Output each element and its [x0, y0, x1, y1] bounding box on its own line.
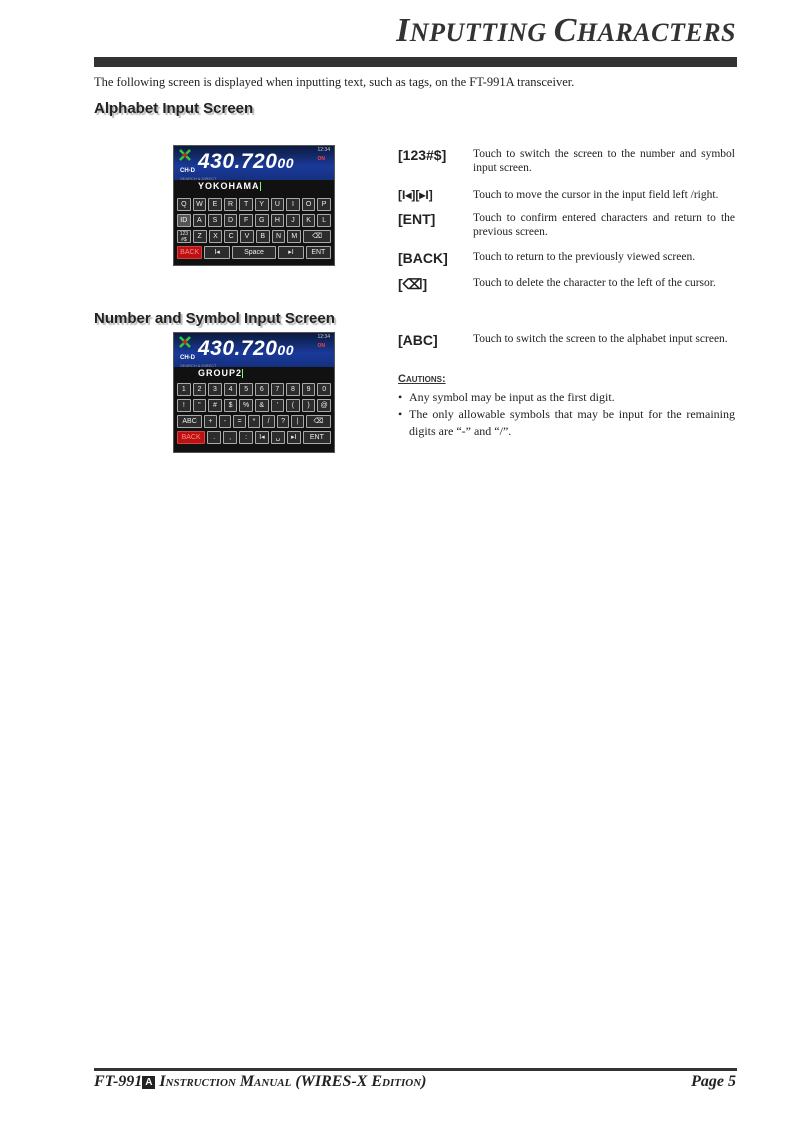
alphabet-input-screen	[173, 145, 335, 266]
key-n[interactable]: N	[272, 230, 286, 243]
key-r[interactable]: R	[224, 198, 238, 211]
key-7[interactable]: 7	[271, 383, 285, 396]
key-4[interactable]: 4	[224, 383, 238, 396]
key-id[interactable]: ID	[177, 214, 191, 227]
key-q[interactable]: Q	[177, 198, 191, 211]
key-pipe[interactable]: |	[291, 415, 304, 428]
key-percent[interactable]: %	[239, 399, 253, 412]
definition-desc: Touch to confirm entered characters and return to the previous screen.	[473, 212, 735, 238]
model-badge: A	[142, 1076, 155, 1089]
footer-manual-title: FT-991 A Instruction Manual (WIRES-X Edition)	[94, 1073, 427, 1090]
definition-desc: Touch to move the cursor in the input field left /right.	[473, 189, 719, 201]
key-c[interactable]: C	[224, 230, 238, 243]
definition-term: [⌫]	[398, 276, 428, 292]
key-o[interactable]: O	[302, 198, 316, 211]
channel-label: CH-D	[180, 168, 195, 174]
cautions-heading: Cautions:	[398, 373, 446, 385]
key-row	[177, 383, 331, 396]
back-key[interactable]: BACK	[177, 246, 202, 259]
key-3[interactable]: 3	[208, 383, 222, 396]
key-row	[177, 415, 331, 428]
back-key[interactable]: BACK	[177, 431, 205, 444]
key-open-paren[interactable]: (	[286, 399, 300, 412]
key-i[interactable]: I	[286, 198, 300, 211]
number-symbol-input-screen	[173, 332, 335, 453]
definition-term: [ENT]	[398, 211, 436, 227]
page-number: Page 5	[691, 1073, 736, 1090]
number-keyboard	[177, 383, 331, 447]
key-colon[interactable]: :	[239, 431, 253, 444]
key-6[interactable]: 6	[255, 383, 269, 396]
key-u[interactable]: U	[271, 198, 285, 211]
key-9[interactable]: 9	[302, 383, 316, 396]
input-field[interactable]: GROUP2	[198, 368, 243, 378]
key-slash[interactable]: /	[262, 415, 275, 428]
on-indicator: ON	[317, 343, 325, 349]
ent-key[interactable]: ENT	[306, 246, 331, 259]
ent-key[interactable]: ENT	[303, 431, 331, 444]
key-2[interactable]: 2	[193, 383, 207, 396]
key-k[interactable]: K	[302, 214, 316, 227]
key-row	[177, 246, 331, 259]
cautions-list	[398, 389, 735, 440]
key-p[interactable]: P	[317, 198, 331, 211]
key-123-symbols[interactable]: 123 #$	[177, 230, 191, 243]
channel-label: CH-D	[180, 355, 195, 361]
definition-desc: Touch to return to the previously viewed screen.	[473, 251, 696, 263]
list-item: • The only allowable symbols that may be input for the remaining digits are “-” and “/”.	[398, 406, 735, 440]
key-v[interactable]: V	[240, 230, 254, 243]
space-key[interactable]: Space	[232, 246, 277, 259]
page-title: INPUTTING CHARACTERS	[396, 12, 736, 49]
cursor-left-key[interactable]: I◂	[204, 246, 229, 259]
text-cursor	[242, 369, 243, 378]
text-cursor	[260, 182, 261, 191]
space-key[interactable]: ␣	[271, 431, 285, 444]
backspace-key[interactable]: ⌫	[306, 415, 331, 428]
key-t[interactable]: T	[239, 198, 253, 211]
key-z[interactable]: Z	[193, 230, 207, 243]
key-f[interactable]: F	[239, 214, 253, 227]
key-exclamation[interactable]: !	[177, 399, 191, 412]
key-5[interactable]: 5	[239, 383, 253, 396]
key-question[interactable]: ?	[277, 415, 290, 428]
key-8[interactable]: 8	[286, 383, 300, 396]
number-symbol-heading: Number and Symbol Input Screen	[94, 310, 335, 327]
key-b[interactable]: B	[256, 230, 270, 243]
key-hash[interactable]: #	[208, 399, 222, 412]
wires-logo-icon	[179, 149, 191, 161]
wires-logo-icon	[179, 336, 191, 348]
input-field[interactable]: YOKOHAMA	[198, 181, 260, 191]
backspace-key[interactable]: ⌫	[303, 230, 331, 243]
key-row	[177, 230, 331, 243]
key-row	[177, 399, 331, 412]
key-close-paren[interactable]: )	[302, 399, 316, 412]
key-g[interactable]: G	[255, 214, 269, 227]
key-quote[interactable]: "	[193, 399, 207, 412]
header-rule	[94, 57, 737, 67]
intro-text: The following screen is displayed when inputting text, such as tags, on the FT-991A transceiver.	[94, 75, 575, 89]
key-y[interactable]: Y	[255, 198, 269, 211]
clock-display: 12:34	[317, 147, 330, 153]
key-x[interactable]: X	[209, 230, 223, 243]
key-e[interactable]: E	[208, 198, 222, 211]
alphabet-keyboard	[177, 198, 331, 262]
cursor-left-key[interactable]: I◂	[255, 431, 269, 444]
key-s[interactable]: S	[208, 214, 222, 227]
key-equals[interactable]: =	[233, 415, 246, 428]
key-j[interactable]: J	[286, 214, 300, 227]
key-row	[177, 214, 331, 227]
key-l[interactable]: L	[317, 214, 331, 227]
cursor-right-key[interactable]: ▸I	[287, 431, 301, 444]
list-item: • Any symbol may be input as the first digit.	[398, 389, 735, 406]
key-apostrophe[interactable]: '	[271, 399, 285, 412]
key-0[interactable]: 0	[317, 383, 331, 396]
key-row	[177, 431, 331, 444]
definition-term: [BACK]	[398, 250, 448, 266]
definition-term: [123#$]	[398, 147, 447, 163]
definition-desc: Touch to switch the screen to the number and symbol input screen.	[473, 148, 735, 174]
definition-term: [ABC]	[398, 332, 438, 348]
frequency-display: 430.72000	[198, 150, 294, 173]
mode-line: SEARCH & DIRECT	[180, 363, 217, 368]
key-ampersand[interactable]: &	[255, 399, 269, 412]
key-at[interactable]: @	[317, 399, 331, 412]
key-comma[interactable]: ,	[223, 431, 237, 444]
on-indicator: ON	[317, 156, 325, 162]
key-dollar[interactable]: $	[224, 399, 238, 412]
alphabet-heading: Alphabet Input Screen	[94, 100, 254, 117]
definition-desc: Touch to switch the screen to the alphabet input screen.	[473, 333, 728, 345]
frequency-display: 430.72000	[198, 337, 294, 360]
key-asterisk[interactable]: *	[248, 415, 261, 428]
clock-display: 12:34	[317, 334, 330, 340]
key-1[interactable]: 1	[177, 383, 191, 396]
key-h[interactable]: H	[271, 214, 285, 227]
key-row	[177, 198, 331, 211]
definition-term: [I◂][▸I]	[398, 188, 433, 202]
key-abc[interactable]: ABC	[177, 415, 202, 428]
key-m[interactable]: M	[287, 230, 301, 243]
key-w[interactable]: W	[193, 198, 207, 211]
key-period[interactable]: .	[207, 431, 221, 444]
definition-desc: Touch to delete the character to the left of the cursor.	[473, 277, 716, 289]
footer-rule	[94, 1068, 737, 1071]
key-a[interactable]: A	[193, 214, 207, 227]
key-minus[interactable]: -	[219, 415, 232, 428]
cursor-right-key[interactable]: ▸I	[278, 246, 303, 259]
key-d[interactable]: D	[224, 214, 238, 227]
key-plus[interactable]: +	[204, 415, 217, 428]
mode-line: SEARCH & DIRECT	[180, 176, 217, 181]
